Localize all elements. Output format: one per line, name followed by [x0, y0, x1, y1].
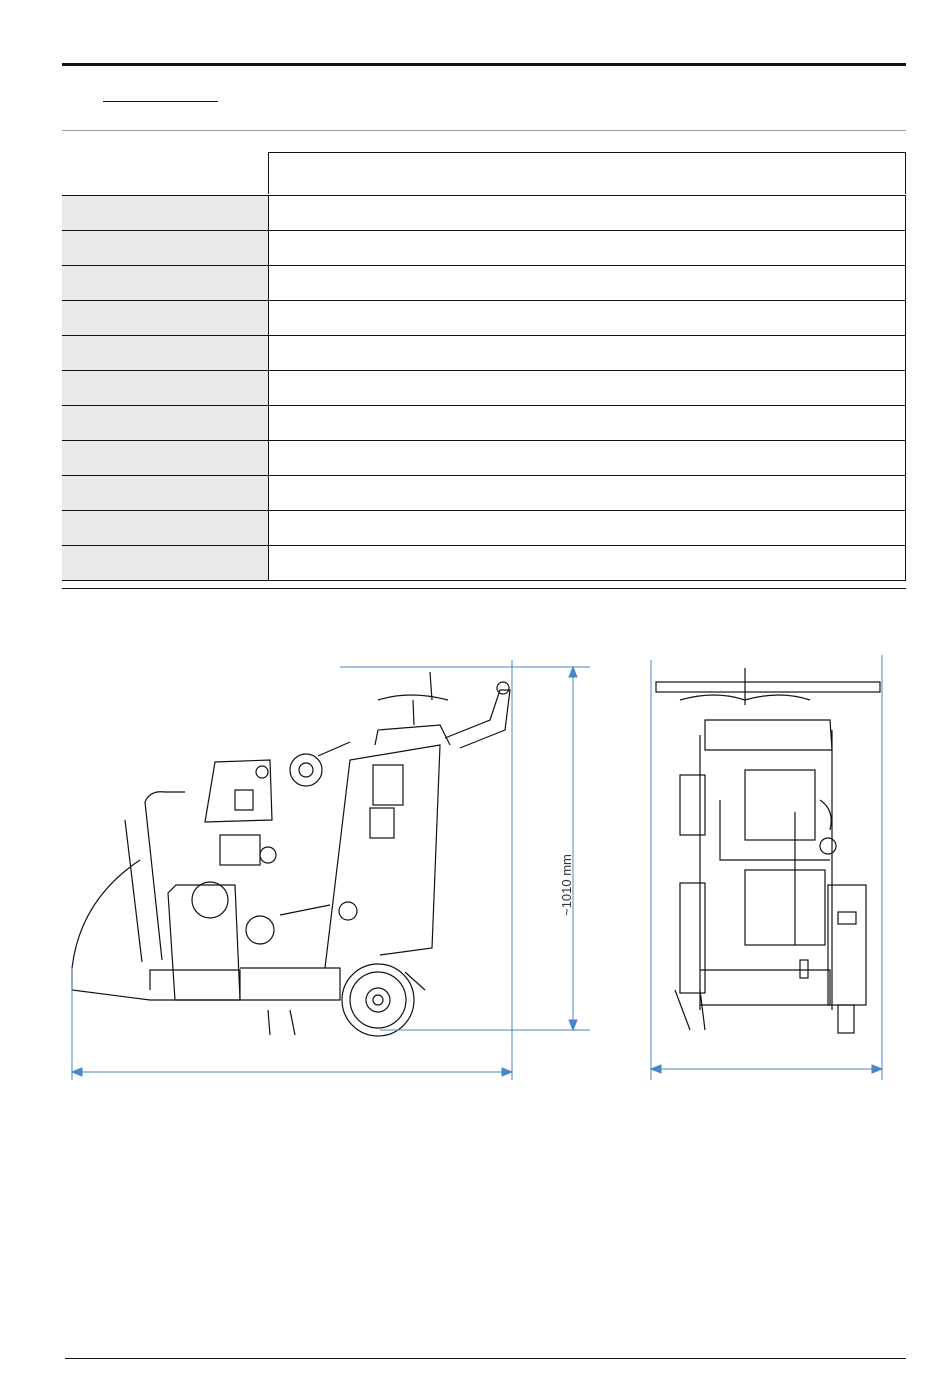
row-label — [62, 266, 268, 300]
table-header-cell — [268, 152, 906, 194]
side-view-drawing — [72, 672, 510, 1036]
table-row — [62, 440, 906, 475]
row-value — [268, 266, 906, 300]
row-label — [62, 336, 268, 370]
row-value — [268, 371, 906, 405]
row-label — [62, 546, 268, 580]
front-view-drawing — [656, 668, 880, 1033]
table-header — [62, 152, 906, 195]
machine-dimension-drawings — [0, 600, 950, 1120]
section-heading-underline — [103, 101, 218, 102]
table-bottom-rule — [62, 588, 906, 589]
row-label — [62, 196, 268, 230]
technical-data-table — [62, 152, 906, 581]
row-value — [268, 301, 906, 335]
row-value — [268, 546, 906, 580]
header-rule — [62, 63, 906, 66]
table-row — [62, 300, 906, 335]
heading-divider — [62, 130, 906, 131]
row-value — [268, 406, 906, 440]
row-value — [268, 441, 906, 475]
row-value — [268, 476, 906, 510]
table-row — [62, 195, 906, 230]
row-value — [268, 336, 906, 370]
row-label — [62, 231, 268, 265]
dimension-lines — [72, 655, 882, 1080]
table-row — [62, 230, 906, 265]
row-label — [62, 441, 268, 475]
table-row — [62, 545, 906, 581]
footer-rule — [65, 1358, 906, 1359]
height-dimension-label: ~1010 mm — [559, 854, 574, 916]
table-row — [62, 510, 906, 545]
row-label — [62, 511, 268, 545]
table-row — [62, 475, 906, 510]
table-row — [62, 370, 906, 405]
row-value — [268, 231, 906, 265]
row-label — [62, 301, 268, 335]
table-row — [62, 405, 906, 440]
table-row — [62, 265, 906, 300]
row-label — [62, 476, 268, 510]
row-value — [268, 196, 906, 230]
table-row — [62, 335, 906, 370]
row-value — [268, 511, 906, 545]
row-label — [62, 406, 268, 440]
row-label — [62, 371, 268, 405]
